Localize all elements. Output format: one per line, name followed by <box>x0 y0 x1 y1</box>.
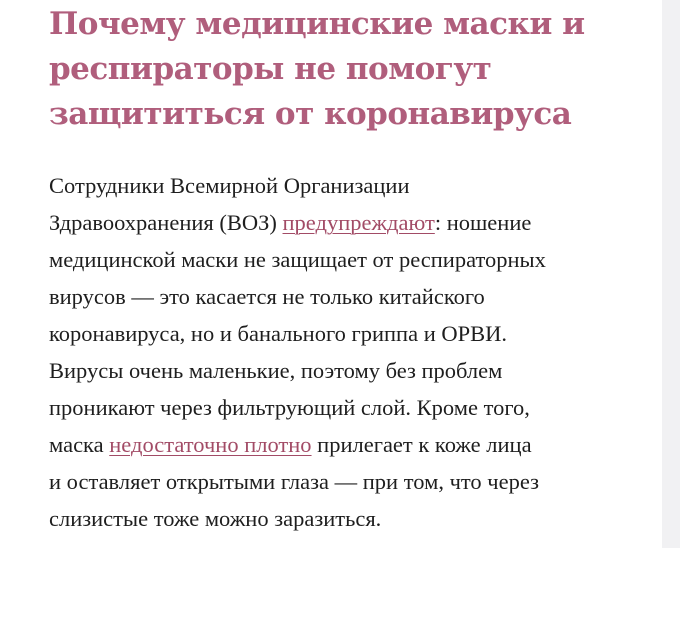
scroll-edge-strip <box>662 0 680 548</box>
paragraph-line-2-end: : ношение <box>434 210 532 235</box>
paragraph-line-9: и оставляет открытыми глаза — при том, что через <box>49 469 540 494</box>
paragraph-line-8-start: маска <box>49 432 110 457</box>
paragraph-line-3: медицинской маски не защищает от респираторных <box>49 247 546 272</box>
paragraph-line-10: слизистые тоже можно заразиться. <box>49 506 382 531</box>
paragraph-line-5: коронавируса, но и банального гриппа и ОРВИ. <box>49 321 508 346</box>
article-title-line-2: респираторы не помогут <box>49 51 492 87</box>
warn-link[interactable]: предупреждают <box>282 210 435 235</box>
article-paragraph <box>49 167 649 537</box>
article-title-line-3: защититься от коронавируса <box>49 96 572 132</box>
not-tight-enough-link[interactable]: недостаточно плотно <box>109 432 312 457</box>
paragraph-line-7: проникают через фильтрующий слой. Кроме того, <box>49 395 530 420</box>
paragraph-line-1: Сотрудники Всемирной Организации <box>49 173 410 198</box>
paragraph-line-2-start: Здравоохранения (ВОЗ) <box>49 210 283 235</box>
article-title-line-1: Почему медицинские маски и <box>49 6 585 42</box>
paragraph-line-6: Вирусы очень маленькие, поэтому без проблем <box>49 358 503 383</box>
article-title <box>49 2 649 137</box>
paragraph-line-8-end: прилегает к коже лица <box>311 432 532 457</box>
paragraph-line-4: вирусов — это касается не только китайского <box>49 284 485 309</box>
